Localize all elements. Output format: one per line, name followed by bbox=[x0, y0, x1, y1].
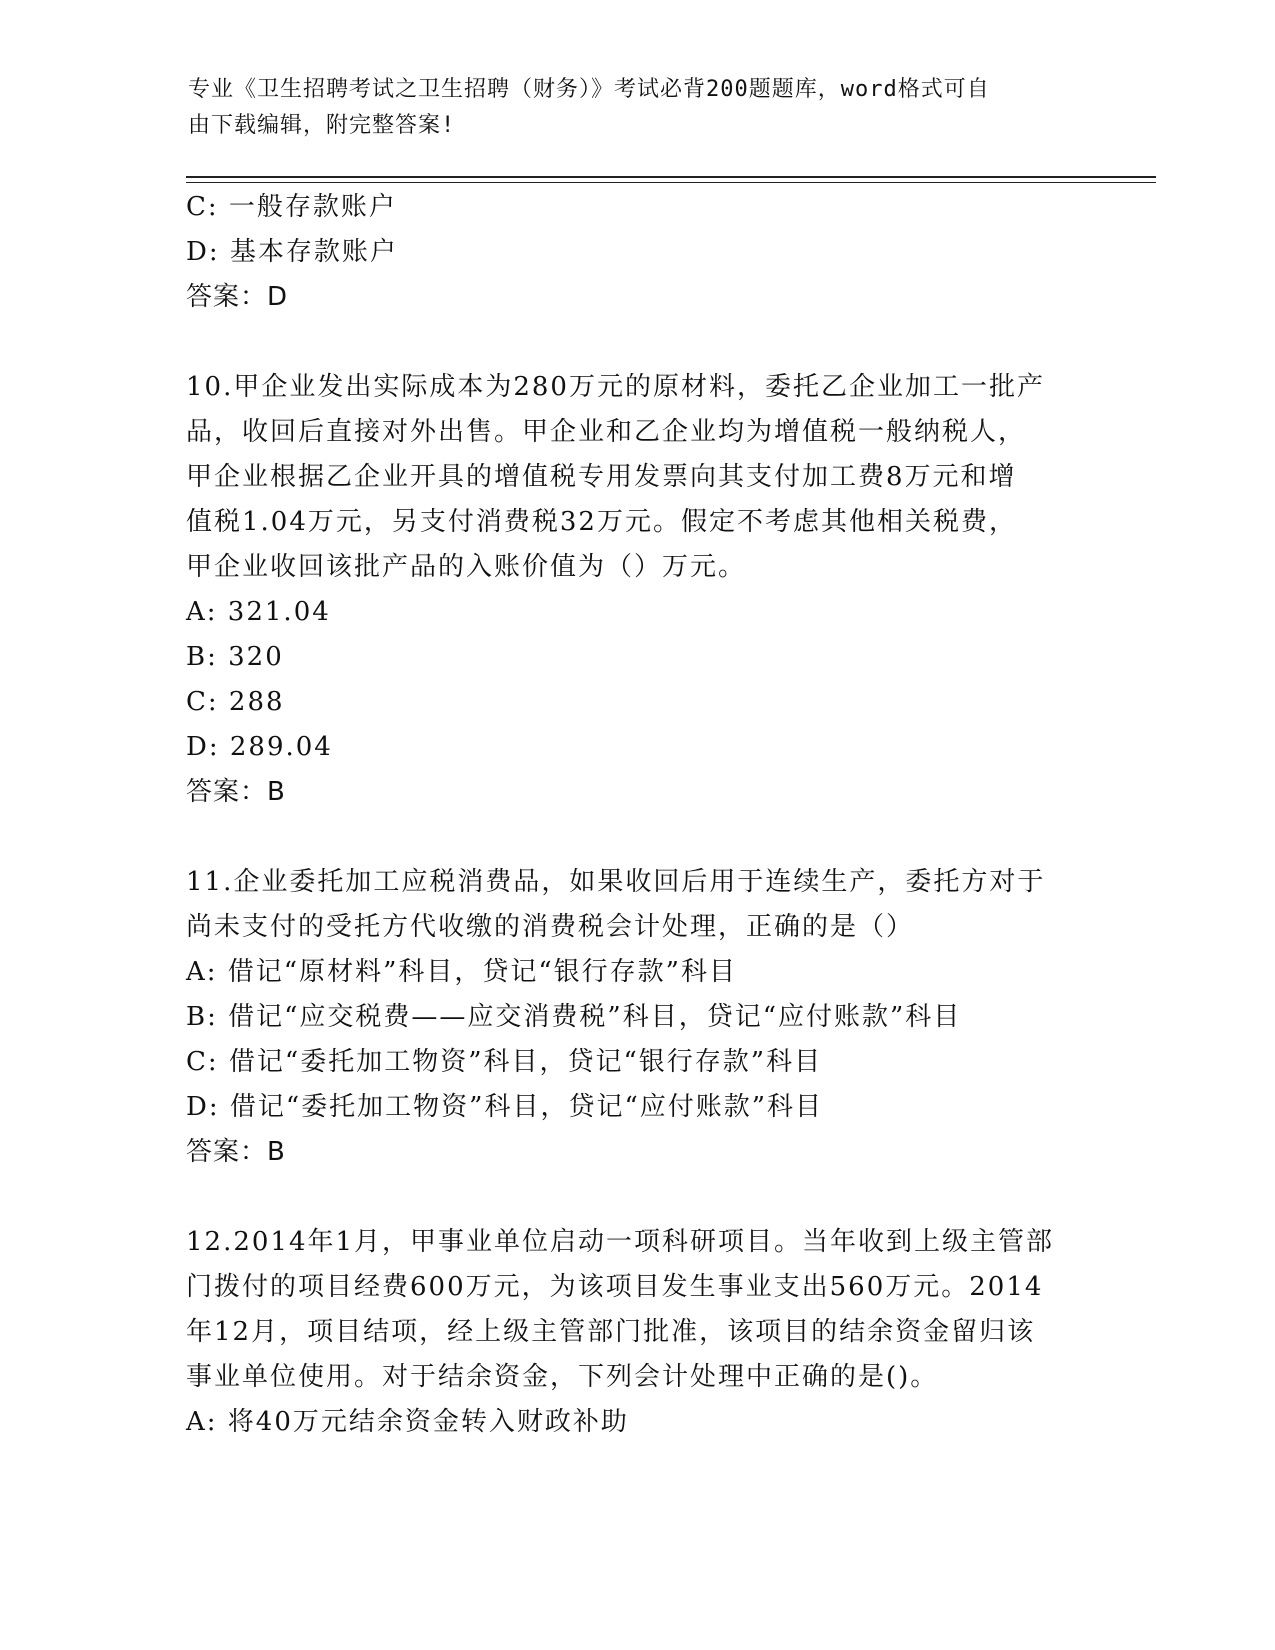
option-d: D: 289.04 bbox=[186, 732, 333, 762]
page-header bbox=[188, 72, 1068, 144]
question-text-line: 甲企业根据乙企业开具的增值税专用发票向其支付加工费8万元和增 bbox=[186, 462, 1017, 492]
answer-line: 答案：D bbox=[186, 282, 289, 312]
question-text-line: 门拨付的项目经费600万元，为该项目发生事业支出560万元。2014 bbox=[186, 1272, 1044, 1302]
option-a: A: 将40万元结余资金转入财政补助 bbox=[186, 1407, 629, 1437]
header-divider bbox=[186, 182, 1156, 183]
question-content bbox=[186, 185, 1086, 1445]
question-text-line: 尚未支付的受托方代收缴的消费税会计处理，正确的是（） bbox=[186, 912, 915, 942]
option-c: C: 288 bbox=[186, 687, 285, 717]
header-divider bbox=[186, 176, 1156, 178]
option-c: C: 借记“委托加工物资”科目，贷记“银行存款”科目 bbox=[186, 1047, 823, 1077]
question-text-line: 值税1.04万元，另支付消费税32万元。假定不考虑其他相关税费， bbox=[186, 507, 1017, 537]
option-b: B: 借记“应交税费——应交消费税”科目，贷记“应付账款”科目 bbox=[186, 1002, 962, 1032]
question-text-line: 10.甲企业发出实际成本为280万元的原材料，委托乙企业加工一批产 bbox=[186, 372, 1045, 402]
option-b: B: 320 bbox=[186, 642, 284, 672]
question-text-line: 甲企业收回该批产品的入账价值为（）万元。 bbox=[186, 552, 747, 582]
option-c: C: 一般存款账户 bbox=[186, 192, 397, 222]
question-text-line: 11.企业委托加工应税消费品，如果收回后用于连续生产，委托方对于 bbox=[186, 867, 1046, 897]
header-line: 专业《卫生招聘考试之卫生招聘（财务）》考试必背200题题库，word格式可自 bbox=[188, 77, 990, 102]
option-a: A: 借记“原材料”科目，贷记“银行存款”科目 bbox=[186, 957, 737, 987]
option-a: A: 321.04 bbox=[186, 597, 331, 627]
answer-line: 答案：B bbox=[186, 1137, 286, 1167]
header-line: 由下载编辑，附完整答案! bbox=[188, 113, 456, 138]
question-text-line: 年12月，项目结项，经上级主管部门批准，该项目的结余资金留归该 bbox=[186, 1317, 1036, 1347]
option-d: D: 借记“委托加工物资”科目，贷记“应付账款”科目 bbox=[186, 1092, 824, 1122]
question-text-line: 品，收回后直接对外出售。甲企业和乙企业均为增值税一般纳税人， bbox=[186, 417, 1027, 447]
option-d: D: 基本存款账户 bbox=[186, 237, 398, 267]
question-text-line: 12.2014年1月，甲事业单位启动一项科研项目。当年收到上级主管部 bbox=[186, 1227, 1055, 1257]
answer-line: 答案：B bbox=[186, 777, 286, 807]
question-text-line: 事业单位使用。对于结余资金，下列会计处理中正确的是()。 bbox=[186, 1362, 939, 1392]
